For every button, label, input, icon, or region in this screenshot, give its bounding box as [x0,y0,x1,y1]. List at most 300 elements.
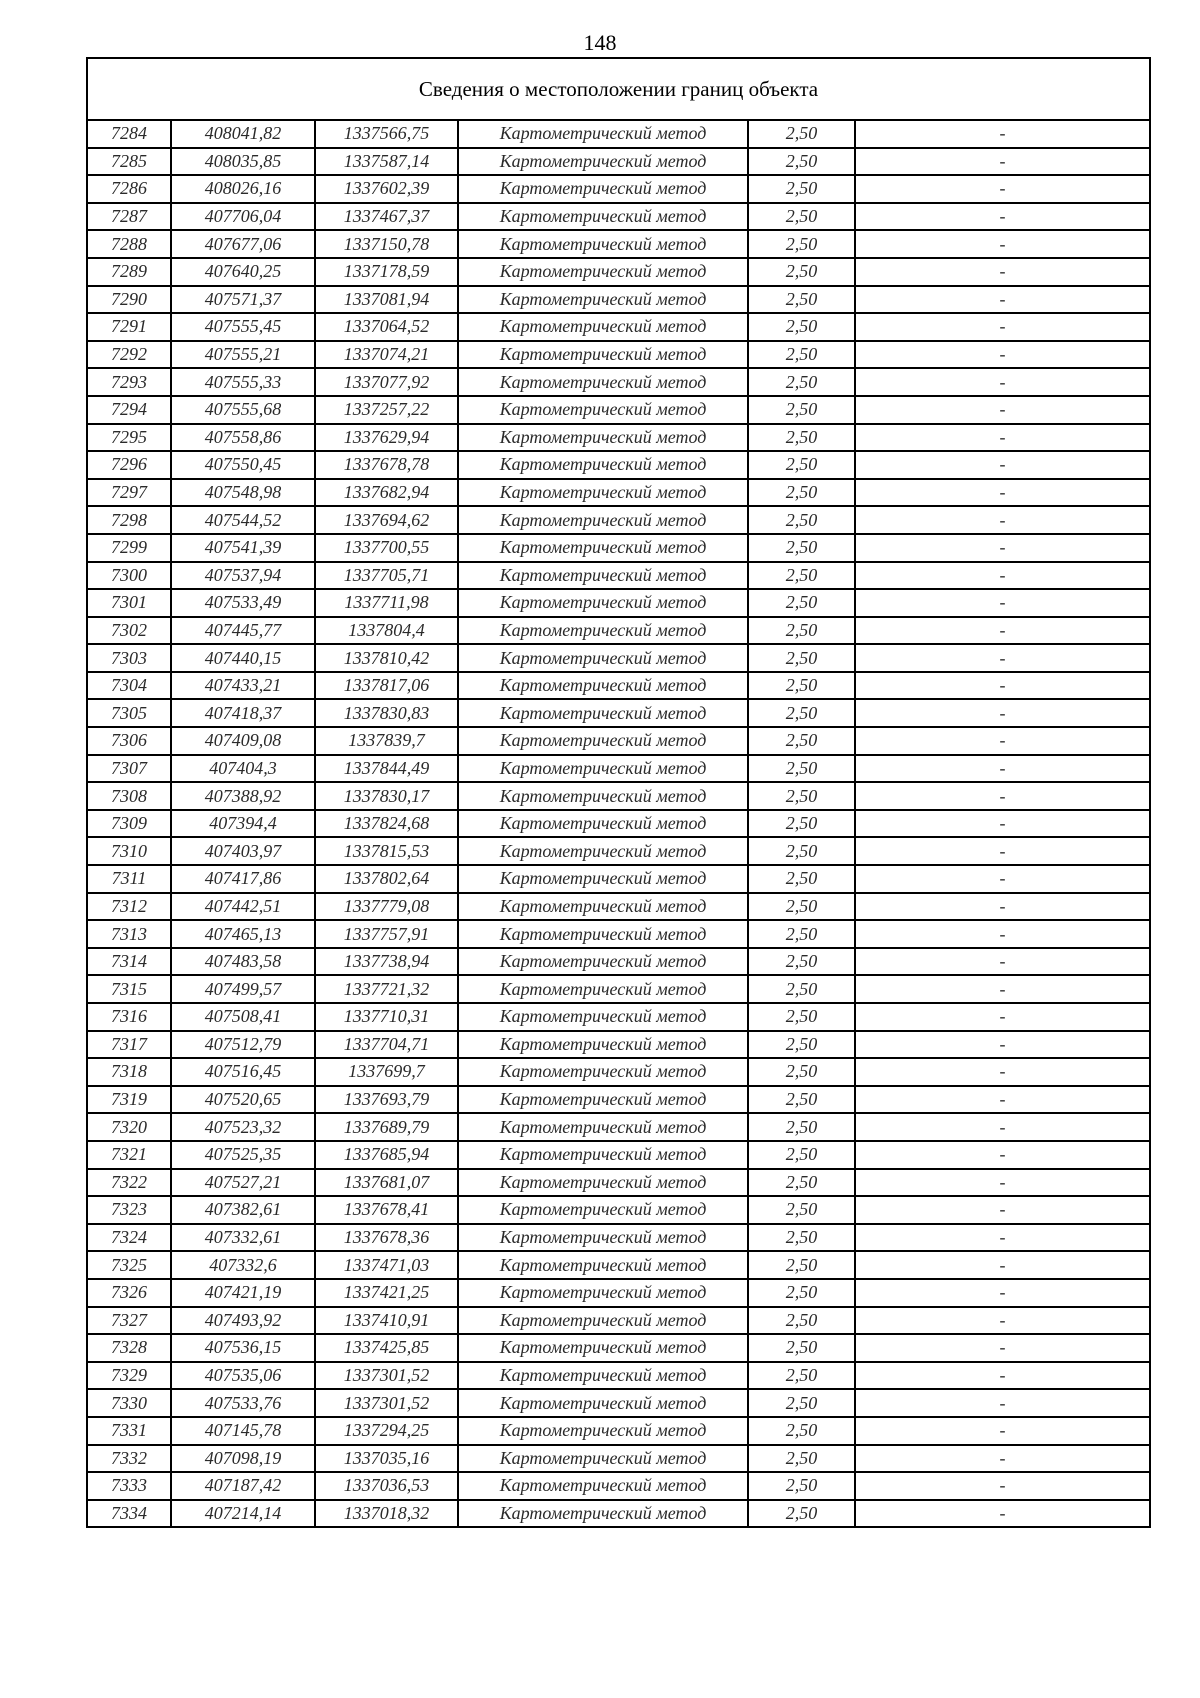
boundary-coordinates-table [86,57,1151,1528]
method-cell: Картометрический метод [458,341,748,369]
x-coordinate-cell: 407409,08 [171,727,315,755]
description-cell: - [855,1058,1150,1086]
x-coordinate-cell: 407483,58 [171,948,315,976]
description-cell: - [855,1141,1150,1169]
y-coordinate-cell: 1337301,52 [315,1362,458,1390]
point-number-cell: 7304 [87,672,171,700]
x-coordinate-cell: 407493,92 [171,1307,315,1335]
method-cell: Картометрический метод [458,1472,748,1500]
accuracy-cell: 2,50 [748,1031,855,1059]
x-coordinate-cell: 407382,61 [171,1196,315,1224]
accuracy-cell: 2,50 [748,1472,855,1500]
x-coordinate-cell: 408035,85 [171,148,315,176]
table-row [87,1003,1150,1031]
table-row [87,258,1150,286]
accuracy-cell: 2,50 [748,644,855,672]
y-coordinate-cell: 1337830,83 [315,699,458,727]
y-coordinate-cell: 1337721,32 [315,975,458,1003]
accuracy-cell: 2,50 [748,1224,855,1252]
description-cell: - [855,672,1150,700]
point-number-cell: 7319 [87,1086,171,1114]
point-number-cell: 7285 [87,148,171,176]
x-coordinate-cell: 407404,3 [171,755,315,783]
accuracy-cell: 2,50 [748,120,855,148]
x-coordinate-cell: 407516,45 [171,1058,315,1086]
description-cell: - [855,203,1150,231]
method-cell: Картометрический метод [458,479,748,507]
point-number-cell: 7290 [87,286,171,314]
method-cell: Картометрический метод [458,258,748,286]
y-coordinate-cell: 1337410,91 [315,1307,458,1335]
method-cell: Картометрический метод [458,865,748,893]
x-coordinate-cell: 407541,39 [171,534,315,562]
y-coordinate-cell: 1337699,7 [315,1058,458,1086]
method-cell: Картометрический метод [458,1389,748,1417]
description-cell: - [855,175,1150,203]
method-cell: Картометрический метод [458,1251,748,1279]
accuracy-cell: 2,50 [748,1389,855,1417]
table-row [87,368,1150,396]
accuracy-cell: 2,50 [748,1417,855,1445]
point-number-cell: 7305 [87,699,171,727]
point-number-cell: 7291 [87,313,171,341]
accuracy-cell: 2,50 [748,1058,855,1086]
y-coordinate-cell: 1337471,03 [315,1251,458,1279]
x-coordinate-cell: 407523,32 [171,1113,315,1141]
description-cell: - [855,1472,1150,1500]
method-cell: Картометрический метод [458,727,748,755]
description-cell: - [855,589,1150,617]
accuracy-cell: 2,50 [748,148,855,176]
method-cell: Картометрический метод [458,1224,748,1252]
point-number-cell: 7287 [87,203,171,231]
table-row [87,1472,1150,1500]
table-row [87,1141,1150,1169]
table-row [87,975,1150,1003]
y-coordinate-cell: 1337629,94 [315,424,458,452]
method-cell: Картометрический метод [458,1307,748,1335]
table-row [87,1196,1150,1224]
table-row [87,1169,1150,1197]
y-coordinate-cell: 1337678,41 [315,1196,458,1224]
description-cell: - [855,562,1150,590]
x-coordinate-cell: 407187,42 [171,1472,315,1500]
method-cell: Картометрический метод [458,1169,748,1197]
table-row [87,341,1150,369]
table-row [87,203,1150,231]
accuracy-cell: 2,50 [748,396,855,424]
y-coordinate-cell: 1337587,14 [315,148,458,176]
point-number-cell: 7316 [87,1003,171,1031]
y-coordinate-cell: 1337804,4 [315,617,458,645]
x-coordinate-cell: 407533,76 [171,1389,315,1417]
accuracy-cell: 2,50 [748,589,855,617]
description-cell: - [855,1031,1150,1059]
table-row [87,1417,1150,1445]
method-cell: Картометрический метод [458,148,748,176]
table-row [87,1334,1150,1362]
table-row [87,1031,1150,1059]
y-coordinate-cell: 1337678,36 [315,1224,458,1252]
table-row [87,479,1150,507]
y-coordinate-cell: 1337064,52 [315,313,458,341]
x-coordinate-cell: 407677,06 [171,230,315,258]
description-cell: - [855,1500,1150,1528]
y-coordinate-cell: 1337301,52 [315,1389,458,1417]
accuracy-cell: 2,50 [748,286,855,314]
method-cell: Картометрический метод [458,451,748,479]
point-number-cell: 7289 [87,258,171,286]
accuracy-cell: 2,50 [748,1196,855,1224]
x-coordinate-cell: 407555,45 [171,313,315,341]
method-cell: Картометрический метод [458,424,748,452]
method-cell: Картометрический метод [458,617,748,645]
accuracy-cell: 2,50 [748,893,855,921]
accuracy-cell: 2,50 [748,203,855,231]
table-row [87,1445,1150,1473]
point-number-cell: 7324 [87,1224,171,1252]
accuracy-cell: 2,50 [748,313,855,341]
description-cell: - [855,810,1150,838]
accuracy-cell: 2,50 [748,755,855,783]
table-row [87,1058,1150,1086]
table-row [87,286,1150,314]
accuracy-cell: 2,50 [748,920,855,948]
table-row [87,313,1150,341]
point-number-cell: 7294 [87,396,171,424]
method-cell: Картометрический метод [458,534,748,562]
table-row [87,837,1150,865]
method-cell: Картометрический метод [458,396,748,424]
method-cell: Картометрический метод [458,782,748,810]
accuracy-cell: 2,50 [748,1362,855,1390]
y-coordinate-cell: 1337081,94 [315,286,458,314]
accuracy-cell: 2,50 [748,1113,855,1141]
x-coordinate-cell: 407499,57 [171,975,315,1003]
table-row [87,562,1150,590]
description-cell: - [855,341,1150,369]
table-row [87,1307,1150,1335]
point-number-cell: 7322 [87,1169,171,1197]
point-number-cell: 7327 [87,1307,171,1335]
description-cell: - [855,1251,1150,1279]
x-coordinate-cell: 407535,06 [171,1362,315,1390]
method-cell: Картометрический метод [458,589,748,617]
description-cell: - [855,286,1150,314]
x-coordinate-cell: 407098,19 [171,1445,315,1473]
accuracy-cell: 2,50 [748,230,855,258]
x-coordinate-cell: 408026,16 [171,175,315,203]
description-cell: - [855,1086,1150,1114]
point-number-cell: 7295 [87,424,171,452]
point-number-cell: 7317 [87,1031,171,1059]
table-row [87,920,1150,948]
point-number-cell: 7297 [87,479,171,507]
x-coordinate-cell: 407418,37 [171,699,315,727]
y-coordinate-cell: 1337566,75 [315,120,458,148]
method-cell: Картометрический метод [458,1058,748,1086]
method-cell: Картометрический метод [458,672,748,700]
table-row [87,175,1150,203]
method-cell: Картометрический метод [458,1003,748,1031]
table-title-row [87,58,1150,120]
table-row [87,948,1150,976]
point-number-cell: 7286 [87,175,171,203]
point-number-cell: 7298 [87,506,171,534]
description-cell: - [855,148,1150,176]
description-cell: - [855,920,1150,948]
accuracy-cell: 2,50 [748,1169,855,1197]
point-number-cell: 7299 [87,534,171,562]
y-coordinate-cell: 1337421,25 [315,1279,458,1307]
method-cell: Картометрический метод [458,230,748,258]
method-cell: Картометрический метод [458,1417,748,1445]
table-row [87,451,1150,479]
accuracy-cell: 2,50 [748,727,855,755]
description-cell: - [855,506,1150,534]
x-coordinate-cell: 407544,52 [171,506,315,534]
point-number-cell: 7312 [87,893,171,921]
accuracy-cell: 2,50 [748,341,855,369]
description-cell: - [855,396,1150,424]
point-number-cell: 7296 [87,451,171,479]
method-cell: Картометрический метод [458,1196,748,1224]
table-row [87,1086,1150,1114]
accuracy-cell: 2,50 [748,534,855,562]
description-cell: - [855,1003,1150,1031]
accuracy-cell: 2,50 [748,1003,855,1031]
accuracy-cell: 2,50 [748,175,855,203]
y-coordinate-cell: 1337757,91 [315,920,458,948]
y-coordinate-cell: 1337685,94 [315,1141,458,1169]
y-coordinate-cell: 1337689,79 [315,1113,458,1141]
point-number-cell: 7288 [87,230,171,258]
point-number-cell: 7303 [87,644,171,672]
method-cell: Картометрический метод [458,562,748,590]
method-cell: Картометрический метод [458,1445,748,1473]
table-row [87,810,1150,838]
table-row [87,534,1150,562]
accuracy-cell: 2,50 [748,1334,855,1362]
point-number-cell: 7306 [87,727,171,755]
x-coordinate-cell: 407550,45 [171,451,315,479]
point-number-cell: 7313 [87,920,171,948]
accuracy-cell: 2,50 [748,424,855,452]
x-coordinate-cell: 407394,4 [171,810,315,838]
accuracy-cell: 2,50 [748,975,855,1003]
table-row [87,230,1150,258]
point-number-cell: 7307 [87,755,171,783]
point-number-cell: 7332 [87,1445,171,1473]
x-coordinate-cell: 407558,86 [171,424,315,452]
table-row [87,755,1150,783]
description-cell: - [855,534,1150,562]
method-cell: Картометрический метод [458,1500,748,1528]
table-row [87,396,1150,424]
y-coordinate-cell: 1337425,85 [315,1334,458,1362]
accuracy-cell: 2,50 [748,672,855,700]
table-row [87,893,1150,921]
x-coordinate-cell: 407527,21 [171,1169,315,1197]
table-row [87,148,1150,176]
x-coordinate-cell: 407214,14 [171,1500,315,1528]
x-coordinate-cell: 407706,04 [171,203,315,231]
method-cell: Картометрический метод [458,948,748,976]
method-cell: Картометрический метод [458,893,748,921]
y-coordinate-cell: 1337779,08 [315,893,458,921]
x-coordinate-cell: 407640,25 [171,258,315,286]
x-coordinate-cell: 407555,21 [171,341,315,369]
y-coordinate-cell: 1337294,25 [315,1417,458,1445]
x-coordinate-cell: 407440,15 [171,644,315,672]
description-cell: - [855,120,1150,148]
table-title: Сведения о местоположении границ объекта [87,58,1150,120]
table-row [87,1389,1150,1417]
x-coordinate-cell: 407421,19 [171,1279,315,1307]
y-coordinate-cell: 1337700,55 [315,534,458,562]
method-cell: Картометрический метод [458,120,748,148]
description-cell: - [855,1417,1150,1445]
x-coordinate-cell: 407508,41 [171,1003,315,1031]
x-coordinate-cell: 407548,98 [171,479,315,507]
table-row [87,589,1150,617]
y-coordinate-cell: 1337178,59 [315,258,458,286]
description-cell: - [855,1307,1150,1335]
y-coordinate-cell: 1337704,71 [315,1031,458,1059]
page-number: 148 [583,30,617,55]
table-row [87,1113,1150,1141]
point-number-cell: 7308 [87,782,171,810]
y-coordinate-cell: 1337824,68 [315,810,458,838]
description-cell: - [855,1334,1150,1362]
accuracy-cell: 2,50 [748,1141,855,1169]
table-row [87,424,1150,452]
accuracy-cell: 2,50 [748,258,855,286]
method-cell: Картометрический метод [458,699,748,727]
y-coordinate-cell: 1337693,79 [315,1086,458,1114]
accuracy-cell: 2,50 [748,506,855,534]
point-number-cell: 7284 [87,120,171,148]
description-cell: - [855,893,1150,921]
point-number-cell: 7293 [87,368,171,396]
description-cell: - [855,1113,1150,1141]
y-coordinate-cell: 1337682,94 [315,479,458,507]
description-cell: - [855,1362,1150,1390]
x-coordinate-cell: 407332,61 [171,1224,315,1252]
point-number-cell: 7300 [87,562,171,590]
y-coordinate-cell: 1337844,49 [315,755,458,783]
x-coordinate-cell: 408041,82 [171,120,315,148]
y-coordinate-cell: 1337738,94 [315,948,458,976]
description-cell: - [855,1279,1150,1307]
point-number-cell: 7331 [87,1417,171,1445]
table-row [87,782,1150,810]
x-coordinate-cell: 407520,65 [171,1086,315,1114]
y-coordinate-cell: 1337257,22 [315,396,458,424]
accuracy-cell: 2,50 [748,1251,855,1279]
x-coordinate-cell: 407145,78 [171,1417,315,1445]
accuracy-cell: 2,50 [748,837,855,865]
description-cell: - [855,1389,1150,1417]
point-number-cell: 7333 [87,1472,171,1500]
table-row [87,506,1150,534]
y-coordinate-cell: 1337602,39 [315,175,458,203]
x-coordinate-cell: 407465,13 [171,920,315,948]
x-coordinate-cell: 407555,33 [171,368,315,396]
y-coordinate-cell: 1337839,7 [315,727,458,755]
point-number-cell: 7329 [87,1362,171,1390]
table-row [87,727,1150,755]
accuracy-cell: 2,50 [748,479,855,507]
description-cell: - [855,368,1150,396]
description-cell: - [855,865,1150,893]
y-coordinate-cell: 1337077,92 [315,368,458,396]
description-cell: - [855,479,1150,507]
description-cell: - [855,313,1150,341]
y-coordinate-cell: 1337802,64 [315,865,458,893]
method-cell: Картометрический метод [458,368,748,396]
description-cell: - [855,424,1150,452]
method-cell: Картометрический метод [458,1362,748,1390]
point-number-cell: 7302 [87,617,171,645]
table-body [87,120,1150,1527]
description-cell: - [855,1196,1150,1224]
point-number-cell: 7301 [87,589,171,617]
table-row [87,120,1150,148]
y-coordinate-cell: 1337036,53 [315,1472,458,1500]
method-cell: Картометрический метод [458,837,748,865]
point-number-cell: 7325 [87,1251,171,1279]
description-cell: - [855,755,1150,783]
x-coordinate-cell: 407433,21 [171,672,315,700]
description-cell: - [855,699,1150,727]
method-cell: Картометрический метод [458,506,748,534]
x-coordinate-cell: 407442,51 [171,893,315,921]
point-number-cell: 7320 [87,1113,171,1141]
table-row [87,617,1150,645]
accuracy-cell: 2,50 [748,1279,855,1307]
method-cell: Картометрический метод [458,1141,748,1169]
accuracy-cell: 2,50 [748,948,855,976]
point-number-cell: 7310 [87,837,171,865]
point-number-cell: 7326 [87,1279,171,1307]
point-number-cell: 7334 [87,1500,171,1528]
table-row [87,1500,1150,1528]
description-cell: - [855,451,1150,479]
accuracy-cell: 2,50 [748,1500,855,1528]
point-number-cell: 7314 [87,948,171,976]
y-coordinate-cell: 1337467,37 [315,203,458,231]
x-coordinate-cell: 407403,97 [171,837,315,865]
x-coordinate-cell: 407555,68 [171,396,315,424]
y-coordinate-cell: 1337694,62 [315,506,458,534]
table-row [87,1279,1150,1307]
x-coordinate-cell: 407332,6 [171,1251,315,1279]
description-cell: - [855,782,1150,810]
x-coordinate-cell: 407512,79 [171,1031,315,1059]
method-cell: Картометрический метод [458,644,748,672]
point-number-cell: 7323 [87,1196,171,1224]
method-cell: Картометрический метод [458,810,748,838]
accuracy-cell: 2,50 [748,1307,855,1335]
table-row [87,699,1150,727]
x-coordinate-cell: 407525,35 [171,1141,315,1169]
accuracy-cell: 2,50 [748,451,855,479]
table-row [87,1224,1150,1252]
y-coordinate-cell: 1337035,16 [315,1445,458,1473]
y-coordinate-cell: 1337830,17 [315,782,458,810]
x-coordinate-cell: 407417,86 [171,865,315,893]
